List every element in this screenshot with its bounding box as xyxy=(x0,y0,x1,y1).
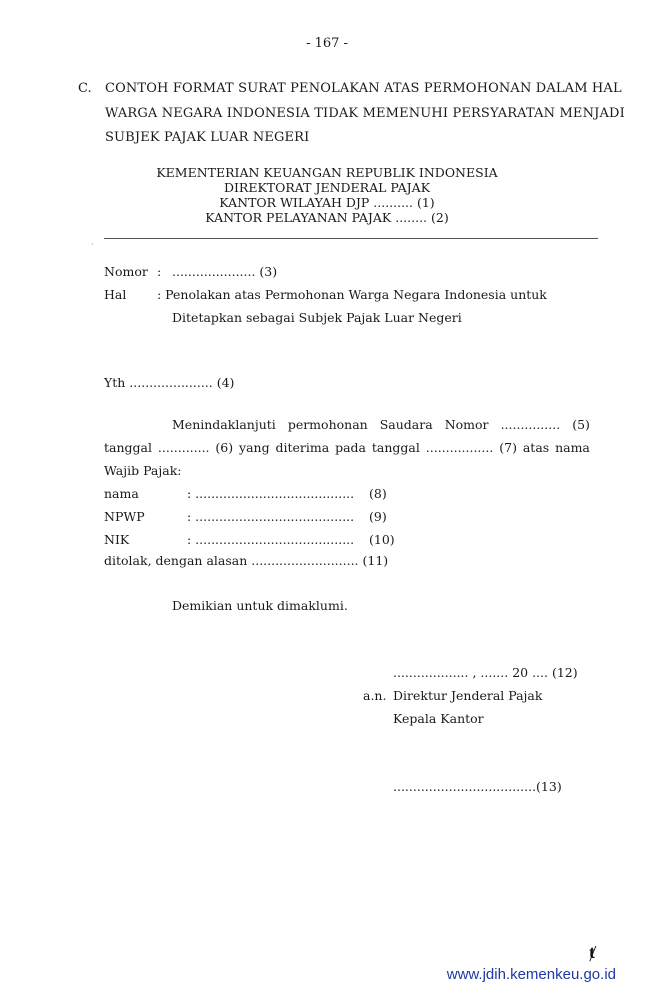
letterhead-tax-office: KANTOR PELAYANAN PAJAK ........ (2) xyxy=(205,210,449,225)
field-label-nama: nama xyxy=(104,486,139,501)
hal-line-2: Ditetapkan sebagai Subjek Pajak Luar Negeri xyxy=(172,310,462,325)
field-value-npwp: : ........................................ xyxy=(187,509,355,524)
nomor-colon: : xyxy=(157,264,162,279)
letterhead-regional-office: KANTOR WILAYAH DJP .......... (1) xyxy=(219,195,435,210)
field-ref-nik: (10) xyxy=(369,532,395,547)
body-word: atas xyxy=(522,440,550,455)
body-word: nama xyxy=(555,440,590,455)
body-word: (5) xyxy=(572,417,590,432)
section-heading-line: WARGA NEGARA INDONESIA TIDAK MEMENUHI PERSYARATAN MENJADI xyxy=(105,106,625,121)
signature-name-line: ....................................(13) xyxy=(393,779,562,794)
section-heading-line: SUBJEK PAJAK LUAR NEGERI xyxy=(105,130,310,145)
hal-text: : Penolakan atas Permohonan Warga Negara Indonesia untuk xyxy=(157,287,547,302)
signature-an-prefix: a.n. xyxy=(363,688,387,703)
wajib-pajak-label: Wajib Pajak: xyxy=(104,463,182,478)
body-word: tanggal xyxy=(371,440,420,455)
section-heading-line: CONTOH FORMAT SURAT PENOLAKAN ATAS PERMOHONAN DALAM HAL xyxy=(105,81,622,96)
body-word: Nomor xyxy=(444,417,489,432)
body-word: (7) xyxy=(499,440,517,455)
section-letter: C. xyxy=(78,81,92,96)
rejection-line: ditolak, dengan alasan ........................... (11) xyxy=(104,553,389,568)
body-word: (6) xyxy=(215,440,234,455)
field-value-nik: : ........................................ xyxy=(187,532,355,547)
field-value-nama: : ........................................ xyxy=(187,486,355,501)
hal-line-1 xyxy=(157,287,590,302)
recipient-line: Yth ..................... (4) xyxy=(104,375,235,390)
field-label-npwp: NPWP xyxy=(104,509,145,524)
body-word: Saudara xyxy=(379,417,433,432)
body-word: ................. xyxy=(425,440,494,455)
body-word: diterima xyxy=(275,440,330,455)
nomor-label: Nomor xyxy=(104,264,148,279)
body-word: ............. xyxy=(157,440,210,455)
hal-label: Hal xyxy=(104,287,127,302)
signature-title-head: Kepala Kantor xyxy=(393,711,484,726)
signature-title-director: Direktur Jenderal Pajak xyxy=(393,688,543,703)
closing-line: Demikian untuk dimaklumi. xyxy=(172,598,348,613)
field-label-nik: NIK xyxy=(104,532,130,547)
body-word: pada xyxy=(335,440,367,455)
letterhead-directorate: DIREKTORAT JENDERAL PAJAK xyxy=(223,180,431,195)
page-number: - 167 - xyxy=(306,36,348,51)
letterhead-ministry: KEMENTERIAN KEUANGAN REPUBLIK INDONESIA xyxy=(156,165,498,180)
field-ref-npwp: (9) xyxy=(369,509,387,524)
body-word: yang xyxy=(239,440,270,455)
body-word: ............... xyxy=(500,417,561,432)
body-word: Menindaklanjuti xyxy=(172,417,276,432)
body-paragraph-line-2 xyxy=(104,440,590,455)
body-paragraph-line-1 xyxy=(172,417,590,432)
nomor-value: ..................... (3) xyxy=(172,264,278,279)
field-ref-nama: (8) xyxy=(369,486,387,501)
letterhead-divider xyxy=(104,238,598,239)
body-word: permohonan xyxy=(287,417,368,432)
body-word: tanggal xyxy=(104,440,152,455)
footer-website-link[interactable]: www.jdih.kemenkeu.go.id xyxy=(446,966,616,983)
handwritten-mark: ⱦ xyxy=(589,942,595,963)
signature-place-date: ................... , ....... 20 .... (12) xyxy=(393,665,578,680)
scan-speck: · xyxy=(91,240,94,249)
